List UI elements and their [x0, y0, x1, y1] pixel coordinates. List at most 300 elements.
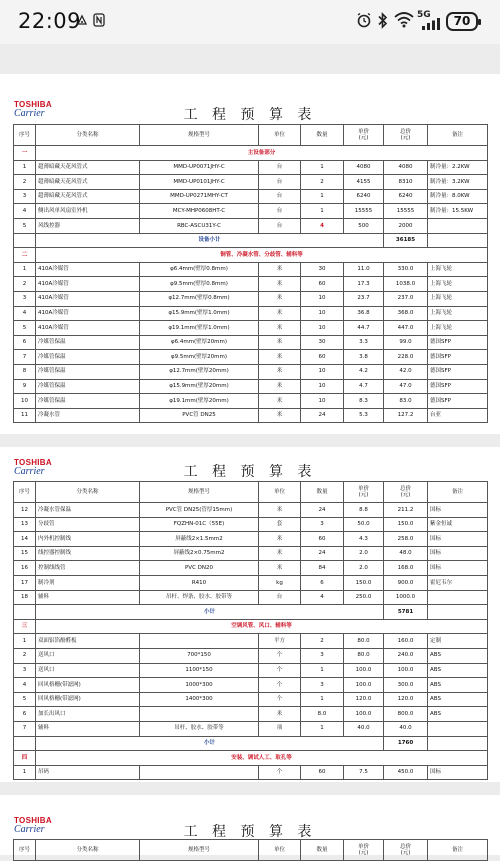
table-cell: 台亚	[428, 408, 488, 423]
table-cell: 霍尼韦尔	[428, 575, 488, 590]
table-row	[14, 189, 488, 204]
table-cell	[140, 634, 259, 649]
column-header: 序号	[14, 125, 36, 146]
column-header: 总价 (元)	[384, 482, 428, 503]
table-cell: 分歧管	[36, 517, 140, 532]
table-cell: 德国SFP	[428, 350, 488, 365]
table-cell: 410A冷媒管	[36, 262, 140, 277]
table-cell: φ15.9mm(壁厚1.0mm)	[140, 306, 259, 321]
column-header: 规格型号	[140, 482, 259, 503]
column-header: 序号	[14, 840, 36, 861]
table-cell: 60	[301, 277, 344, 292]
table-row	[14, 408, 488, 423]
table-cell: 10	[301, 379, 344, 394]
table-cell: 米	[259, 350, 301, 365]
table-cell: 辅料	[36, 721, 140, 736]
table-row	[14, 575, 488, 590]
column-header: 备注	[428, 125, 488, 146]
table-cell: 100.0	[344, 707, 384, 722]
column-header: 单位	[259, 125, 301, 146]
table-cell: 18	[14, 590, 36, 605]
table-cell: 10	[301, 321, 344, 336]
table-cell: 米	[259, 321, 301, 336]
table-cell: 228.0	[384, 350, 428, 365]
table-cell: 150.0	[344, 575, 384, 590]
table-cell: 50.0	[344, 517, 384, 532]
table-cell: 1400*300	[140, 692, 259, 707]
table-cell	[428, 721, 488, 736]
network-type: 5G	[417, 10, 431, 20]
table-cell: 700*150	[140, 648, 259, 663]
table-cell	[14, 233, 36, 248]
table-cell: 国标	[428, 532, 488, 547]
table-cell: 加长出风口	[36, 707, 140, 722]
table-cell: 1	[301, 692, 344, 707]
table-cell: φ19.1mm(壁厚20mm)	[140, 394, 259, 409]
table-cell: 16	[14, 561, 36, 576]
table-cell: 9	[14, 379, 36, 394]
column-header: 数量	[301, 482, 344, 503]
section-title: 铜管、冷凝水管、分歧管、辅料等	[36, 248, 488, 263]
document-page-2	[0, 447, 500, 782]
section-number: 二	[14, 248, 36, 263]
table-cell: 国标	[428, 561, 488, 576]
table-cell: 10	[301, 291, 344, 306]
table-row	[14, 517, 488, 532]
table-cell: 368.0	[384, 306, 428, 321]
table-cell: 2	[14, 648, 36, 663]
subtotal-row	[14, 233, 488, 248]
column-header: 单价 (元)	[344, 840, 384, 861]
table-cell: 7	[14, 350, 36, 365]
column-header: 总价 (元)	[384, 125, 428, 146]
table-cell: FQZHN-01C（55E)	[140, 517, 259, 532]
battery-indicator: 70	[446, 12, 478, 31]
table-cell: 11	[14, 408, 36, 423]
table-cell: 410A冷媒管	[36, 321, 140, 336]
table-cell: 国标	[428, 765, 488, 780]
table-cell: 4	[14, 306, 36, 321]
column-header: 总价 (元)	[384, 840, 428, 861]
table-row	[14, 707, 488, 722]
table-cell: 258.0	[384, 532, 428, 547]
table-cell: 4155	[344, 175, 384, 190]
table-row	[14, 721, 488, 736]
document-page-3	[0, 795, 500, 855]
table-row	[14, 335, 488, 350]
table-cell: 900.0	[384, 575, 428, 590]
table-row	[14, 765, 488, 780]
section-title: 安装、调试人工、取孔等	[36, 751, 488, 766]
table-cell: 2	[301, 634, 344, 649]
section-row	[14, 146, 488, 161]
table-cell: 米	[259, 707, 301, 722]
subtotal-value: 5781	[384, 605, 428, 620]
table-cell: 超薄暗藏天花风管式	[36, 175, 140, 190]
table-cell: 12	[14, 503, 36, 518]
table-cell: 13	[14, 517, 36, 532]
table-cell: 3.3	[344, 335, 384, 350]
table-cell: 4	[14, 204, 36, 219]
subtotal-value: 1760	[384, 736, 428, 751]
table-cell: 线控器控制线	[36, 546, 140, 561]
table-cell: 2	[14, 277, 36, 292]
table-cell: 250.0	[344, 590, 384, 605]
table-cell: 4.7	[344, 379, 384, 394]
table-cell: 83.0	[384, 394, 428, 409]
table-cell: 1	[14, 765, 36, 780]
table-row	[14, 218, 488, 233]
table-cell: 80.0	[344, 634, 384, 649]
table-cell: R410	[140, 575, 259, 590]
section-number: 三	[14, 619, 36, 634]
table-cell: 冷媒管保温	[36, 350, 140, 365]
section-row	[14, 751, 488, 766]
section-title: 主设备部分	[36, 146, 488, 161]
table-cell: 3	[14, 663, 36, 678]
brand-toshiba: TOSHIBA	[14, 100, 52, 109]
table-cell: 7.5	[344, 765, 384, 780]
table-cell: 米	[259, 561, 301, 576]
table-cell: 制冷量：3.2KW	[428, 175, 488, 190]
table-row	[14, 692, 488, 707]
subtotal-label: 设备小计	[36, 233, 384, 248]
table-cell: 吊杆、胶水、胶带等	[140, 721, 259, 736]
table-cell: 米	[259, 408, 301, 423]
table-cell	[14, 736, 36, 751]
table-cell: 4080	[344, 160, 384, 175]
table-cell: 7	[14, 721, 36, 736]
bluetooth-icon	[377, 12, 389, 29]
table-row	[14, 394, 488, 409]
subtotal-label: 小计	[36, 605, 384, 620]
table-row	[14, 648, 488, 663]
table-cell: 辅料	[36, 590, 140, 605]
table-cell: 吊码	[36, 765, 140, 780]
table-cell: PVC管 DN25(管厚15mm)	[140, 503, 259, 518]
column-header: 备注	[428, 482, 488, 503]
table-row	[14, 277, 488, 292]
table-cell: 1	[301, 721, 344, 736]
table-cell: 上海飞轮	[428, 277, 488, 292]
table-cell: 制冷量：8.0KW	[428, 189, 488, 204]
table-cell: 80.0	[344, 648, 384, 663]
table-cell: 3	[14, 291, 36, 306]
table-cell: 160.0	[384, 634, 428, 649]
table-cell: 8.3	[344, 394, 384, 409]
table-cell: 冷凝水管保温	[36, 503, 140, 518]
table-row	[14, 364, 488, 379]
table-cell: 6240	[344, 189, 384, 204]
table-cell: φ12.7mm(壁厚0.8mm)	[140, 291, 259, 306]
table-cell: PVC管 DN25	[140, 408, 259, 423]
table-row	[14, 160, 488, 175]
table-cell: 8.8	[344, 503, 384, 518]
table-cell: 个	[259, 648, 301, 663]
section-row	[14, 619, 488, 634]
table-cell: 44.7	[344, 321, 384, 336]
column-header: 单位	[259, 482, 301, 503]
table-cell: 台	[259, 189, 301, 204]
table-cell: 2	[14, 175, 36, 190]
table-cell: 米	[259, 364, 301, 379]
table-cell: 3.8	[344, 350, 384, 365]
table-cell: 15555	[384, 204, 428, 219]
table-cell: ABS	[428, 707, 488, 722]
table-row	[14, 379, 488, 394]
table-cell: 5	[14, 692, 36, 707]
table-row	[14, 678, 488, 693]
brand-carrier: Carrier	[14, 108, 45, 119]
table-cell: 个	[259, 765, 301, 780]
table-cell: 屏蔽线2×0.75mm2	[140, 546, 259, 561]
table-cell: RBC-ASCU31Y-C	[140, 218, 259, 233]
table-cell: 米	[259, 546, 301, 561]
section-number: 一	[14, 146, 36, 161]
wifi-icon	[394, 12, 414, 28]
table-cell: 237.0	[384, 291, 428, 306]
table-cell: 紫金恒诚	[428, 517, 488, 532]
table-row	[14, 503, 488, 518]
table-cell: 10	[301, 306, 344, 321]
table-row	[14, 663, 488, 678]
table-cell	[428, 218, 488, 233]
table-cell	[428, 233, 488, 248]
table-cell: 3	[301, 648, 344, 663]
table-cell: 30	[301, 262, 344, 277]
table-cell: 德国SFP	[428, 394, 488, 409]
table-cell: 制冷量：2.2KW	[428, 160, 488, 175]
table-cell: 德国SFP	[428, 379, 488, 394]
page-title: 工 程 预 算 表	[183, 107, 317, 123]
table-cell: 100.0	[344, 678, 384, 693]
table-cell: 4	[14, 678, 36, 693]
table-cell: 127.2	[384, 408, 428, 423]
table-row	[14, 291, 488, 306]
table-cell: φ19.1mm(壁厚1.0mm)	[140, 321, 259, 336]
table-cell: 60	[301, 765, 344, 780]
table-cell: 制冷量：15.5KW	[428, 204, 488, 219]
table-row	[14, 590, 488, 605]
table-row	[14, 321, 488, 336]
table-cell: φ6.4mm(壁厚20mm)	[140, 335, 259, 350]
table-cell: 国标	[428, 503, 488, 518]
column-header: 序号	[14, 482, 36, 503]
table-cell: 40.0	[384, 721, 428, 736]
table-cell: 1000*300	[140, 678, 259, 693]
table-cell: 1	[301, 663, 344, 678]
table-cell: 23.7	[344, 291, 384, 306]
table-cell: 双面铝箔酚醛板	[36, 634, 140, 649]
table-cell	[428, 605, 488, 620]
column-header: 数量	[301, 840, 344, 861]
table-cell: 36.8	[344, 306, 384, 321]
table-cell: 60	[301, 350, 344, 365]
table-cell: 6	[14, 335, 36, 350]
table-cell: 42.0	[384, 364, 428, 379]
notification-icon	[76, 14, 88, 26]
table-cell: φ6.4mm(壁厚0.8mm)	[140, 262, 259, 277]
column-header: 备注	[428, 840, 488, 861]
document-page-1	[0, 74, 500, 434]
table-cell: 米	[259, 306, 301, 321]
table-cell: 风线控器	[36, 218, 140, 233]
column-header: 分类名称	[36, 840, 140, 861]
table-cell: 211.2	[384, 503, 428, 518]
table-row	[14, 561, 488, 576]
table-cell: 冷凝水管	[36, 408, 140, 423]
column-header: 单位	[259, 840, 301, 861]
subtotal-row	[14, 605, 488, 620]
table-cell: 84	[301, 561, 344, 576]
table-cell: 侧出风单风扇室外机	[36, 204, 140, 219]
column-header: 分类名称	[36, 125, 140, 146]
table-cell: 24	[301, 546, 344, 561]
table-cell: 4.2	[344, 364, 384, 379]
table-cell: 1000.0	[384, 590, 428, 605]
table-cell: 99.0	[384, 335, 428, 350]
table-cell: 4.3	[344, 532, 384, 547]
table-cell: MMD-UP0071JHY-C	[140, 160, 259, 175]
table-row	[14, 634, 488, 649]
table-cell: kg	[259, 575, 301, 590]
section-row	[14, 248, 488, 263]
table-cell: 15555	[344, 204, 384, 219]
table-cell: ABS	[428, 648, 488, 663]
budget-table	[13, 839, 488, 861]
table-cell	[140, 707, 259, 722]
table-cell: 3	[14, 189, 36, 204]
table-cell: 台	[259, 204, 301, 219]
column-header: 单价 (元)	[344, 125, 384, 146]
table-cell: 台	[259, 218, 301, 233]
table-cell: 2.0	[344, 546, 384, 561]
table-cell: 米	[259, 277, 301, 292]
table-cell: 回风格栅(带滤网)	[36, 678, 140, 693]
table-cell: 3	[301, 517, 344, 532]
table-header-row	[14, 482, 488, 503]
table-cell: 120.0	[384, 692, 428, 707]
table-cell: MMD-UP0101JHY-C	[140, 175, 259, 190]
table-cell: 1	[301, 204, 344, 219]
table-cell: 8	[14, 364, 36, 379]
budget-table	[13, 481, 488, 780]
table-cell: 定制	[428, 634, 488, 649]
page-title: 工 程 预 算 表	[183, 464, 317, 480]
table-cell: 米	[259, 503, 301, 518]
table-cell: 台	[259, 590, 301, 605]
table-cell: 10	[14, 394, 36, 409]
table-cell: 410A冷媒管	[36, 277, 140, 292]
table-cell: 1100*150	[140, 663, 259, 678]
table-cell: 100.0	[384, 663, 428, 678]
signal-icon	[422, 18, 442, 30]
table-cell: ABS	[428, 663, 488, 678]
subtotal-label: 小计	[36, 736, 384, 751]
table-cell: 个	[259, 663, 301, 678]
table-cell: 米	[259, 335, 301, 350]
table-header-row	[14, 840, 488, 861]
table-cell: 台	[259, 175, 301, 190]
table-cell	[428, 736, 488, 751]
table-cell: φ12.7mm(壁厚20mm)	[140, 364, 259, 379]
table-cell: 个	[259, 692, 301, 707]
table-cell: 330.0	[384, 262, 428, 277]
budget-table	[13, 124, 488, 423]
table-cell: 120.0	[344, 692, 384, 707]
table-cell: 17.3	[344, 277, 384, 292]
subtotal-row	[14, 736, 488, 751]
table-cell: 项	[259, 721, 301, 736]
table-cell: 10	[301, 364, 344, 379]
section-title: 空调风管、风口、辅料等	[36, 619, 488, 634]
brand-carrier: Carrier	[14, 466, 45, 477]
table-cell	[140, 765, 259, 780]
table-cell: 48.0	[384, 546, 428, 561]
table-cell: 吊杆、焊条、胶水、胶带等	[140, 590, 259, 605]
nfc-icon	[93, 13, 105, 27]
column-header: 规格型号	[140, 840, 259, 861]
table-cell: 超薄暗藏天花风管式	[36, 189, 140, 204]
table-cell: 1	[14, 262, 36, 277]
table-cell: 5.3	[344, 408, 384, 423]
table-cell: 3	[301, 678, 344, 693]
table-cell: 47.0	[384, 379, 428, 394]
table-cell: 德国SFP	[428, 364, 488, 379]
table-cell: 500	[344, 218, 384, 233]
table-cell: 冷媒管保温	[36, 335, 140, 350]
table-cell: 60	[301, 532, 344, 547]
status-time: 22:09	[18, 9, 82, 33]
table-cell: 447.0	[384, 321, 428, 336]
table-cell: 超薄暗藏天花风管式	[36, 160, 140, 175]
table-cell: 米	[259, 394, 301, 409]
table-cell: 4	[301, 590, 344, 605]
table-cell: 上海飞轮	[428, 262, 488, 277]
table-cell: 6	[301, 575, 344, 590]
column-header: 单价 (元)	[344, 482, 384, 503]
table-cell: 410A冷媒管	[36, 291, 140, 306]
brand-toshiba: TOSHIBA	[14, 458, 52, 467]
table-cell: 450.0	[384, 765, 428, 780]
table-cell: φ9.5mm(壁厚20mm)	[140, 350, 259, 365]
table-cell	[14, 605, 36, 620]
table-cell: 上海飞轮	[428, 321, 488, 336]
table-cell: 4	[301, 218, 344, 233]
table-cell: 平方	[259, 634, 301, 649]
table-cell: 送风口	[36, 648, 140, 663]
table-row	[14, 532, 488, 547]
table-cell: 40.0	[344, 721, 384, 736]
table-cell: 米	[259, 291, 301, 306]
table-cell: 制冷剂	[36, 575, 140, 590]
alarm-icon	[356, 12, 372, 28]
table-header-row	[14, 125, 488, 146]
brand-carrier: Carrier	[14, 824, 45, 835]
table-cell: 控制线线管	[36, 561, 140, 576]
table-cell: 2000	[384, 218, 428, 233]
table-cell: PVC DN20	[140, 561, 259, 576]
table-cell: 100.0	[344, 663, 384, 678]
table-cell: MMD-UP0271MHY-CT	[140, 189, 259, 204]
table-cell: 6	[14, 707, 36, 722]
table-cell: 冷媒管保温	[36, 379, 140, 394]
table-cell: 8.0	[301, 707, 344, 722]
table-cell: 24	[301, 503, 344, 518]
table-cell: 上海飞轮	[428, 306, 488, 321]
column-header: 分类名称	[36, 482, 140, 503]
table-cell: 800.0	[384, 707, 428, 722]
